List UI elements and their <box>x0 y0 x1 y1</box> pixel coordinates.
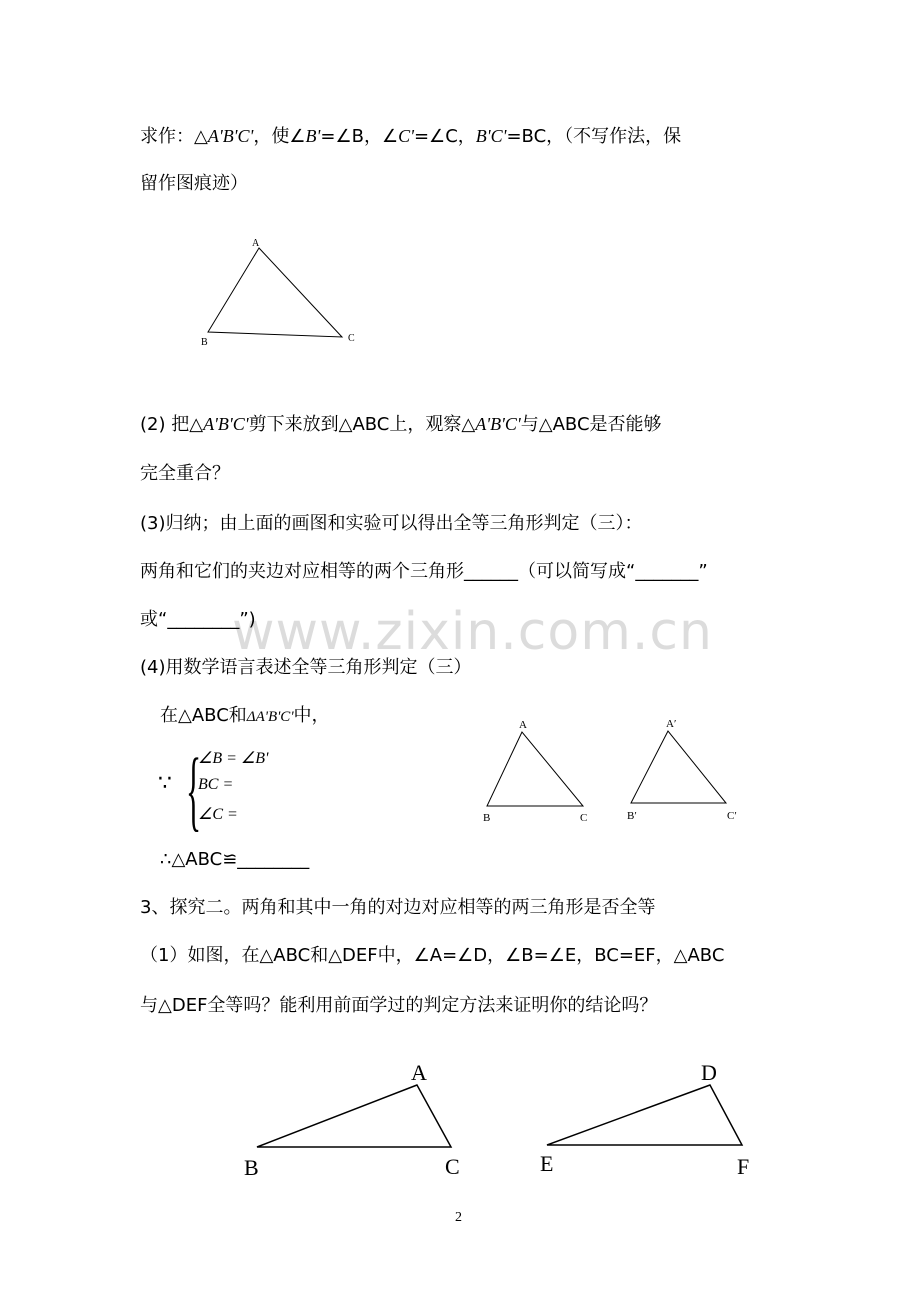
question-3-abbreviation: 或“________”) <box>140 609 256 630</box>
watermark: www.zixin.com.cn <box>232 602 713 662</box>
label-b: B <box>483 812 491 824</box>
label-b: B <box>244 1155 259 1180</box>
label-c: C <box>348 333 355 344</box>
condition-angle-c: ∠C = <box>198 806 238 823</box>
question-2-line-2: 完全重合？ <box>140 463 230 484</box>
given-statement: 在△ABC和ΔA'B'C'中， <box>160 705 330 726</box>
label-c: C <box>580 812 588 824</box>
exploration-2-question-line-1: （1）如图，在△ABC和△DEF中，∠A=∠D，∠B=∠E，BC=EF，△ABC <box>140 945 725 966</box>
triangle-abc-figure-2 <box>483 719 587 824</box>
left-brace: { <box>186 741 202 840</box>
label-a: A <box>411 1060 427 1085</box>
label-f: F <box>737 1154 750 1179</box>
triangle-abc-figure-1 <box>201 238 355 348</box>
label-c: C <box>445 1154 460 1179</box>
question-2-line-1: (2) 把△A'B'C'剪下来放到△ABC上，观察△A'B'C'与△ABC是否能够 <box>140 414 662 435</box>
condition-side-bc: BC = <box>198 776 234 793</box>
page-number: 2 <box>455 1210 462 1225</box>
label-a: A <box>252 238 260 249</box>
label-e: E <box>540 1151 554 1176</box>
task-statement-line-2: 留作图痕迹） <box>140 173 248 194</box>
triangle-def <box>540 1060 749 1179</box>
label-a: A <box>519 719 527 731</box>
label-b: B <box>201 337 208 348</box>
triangle-a-prime-b-prime-c-prime <box>627 718 737 822</box>
condition-angle-b: ∠B = ∠B' <box>198 750 269 767</box>
label-c-prime: C′ <box>727 810 737 822</box>
task-statement-line-1: 求作：△A'B'C'，使∠B'=∠B，∠C'=∠C，B'C'=BC，（不写作法，保 <box>140 126 682 147</box>
question-3-statement: 两角和它们的夹边对应相等的两个三角形______（可以简写成“_______” <box>140 561 708 582</box>
label-b-prime: B′ <box>627 810 637 822</box>
because-symbol: ∵ <box>158 771 172 796</box>
question-4-heading: (4)用数学语言表述全等三角形判定（三） <box>140 657 472 678</box>
exploration-2-heading: 3、探究二。两角和其中一角的对边对应相等的两三角形是否全等 <box>140 897 656 918</box>
therefore-conclusion: ∴△ABC≌________ <box>160 849 310 870</box>
label-d: D <box>701 1060 717 1085</box>
exploration-2-question-line-2: 与△DEF全等吗？能利用前面学过的判定方法来证明你的结论吗？ <box>140 995 658 1016</box>
label-a-prime: A′ <box>666 718 677 730</box>
question-3-heading: (3)归纳；由上面的画图和实验可以得出全等三角形判定（三）： <box>140 513 643 534</box>
triangle-abc-figure-3 <box>244 1060 460 1180</box>
